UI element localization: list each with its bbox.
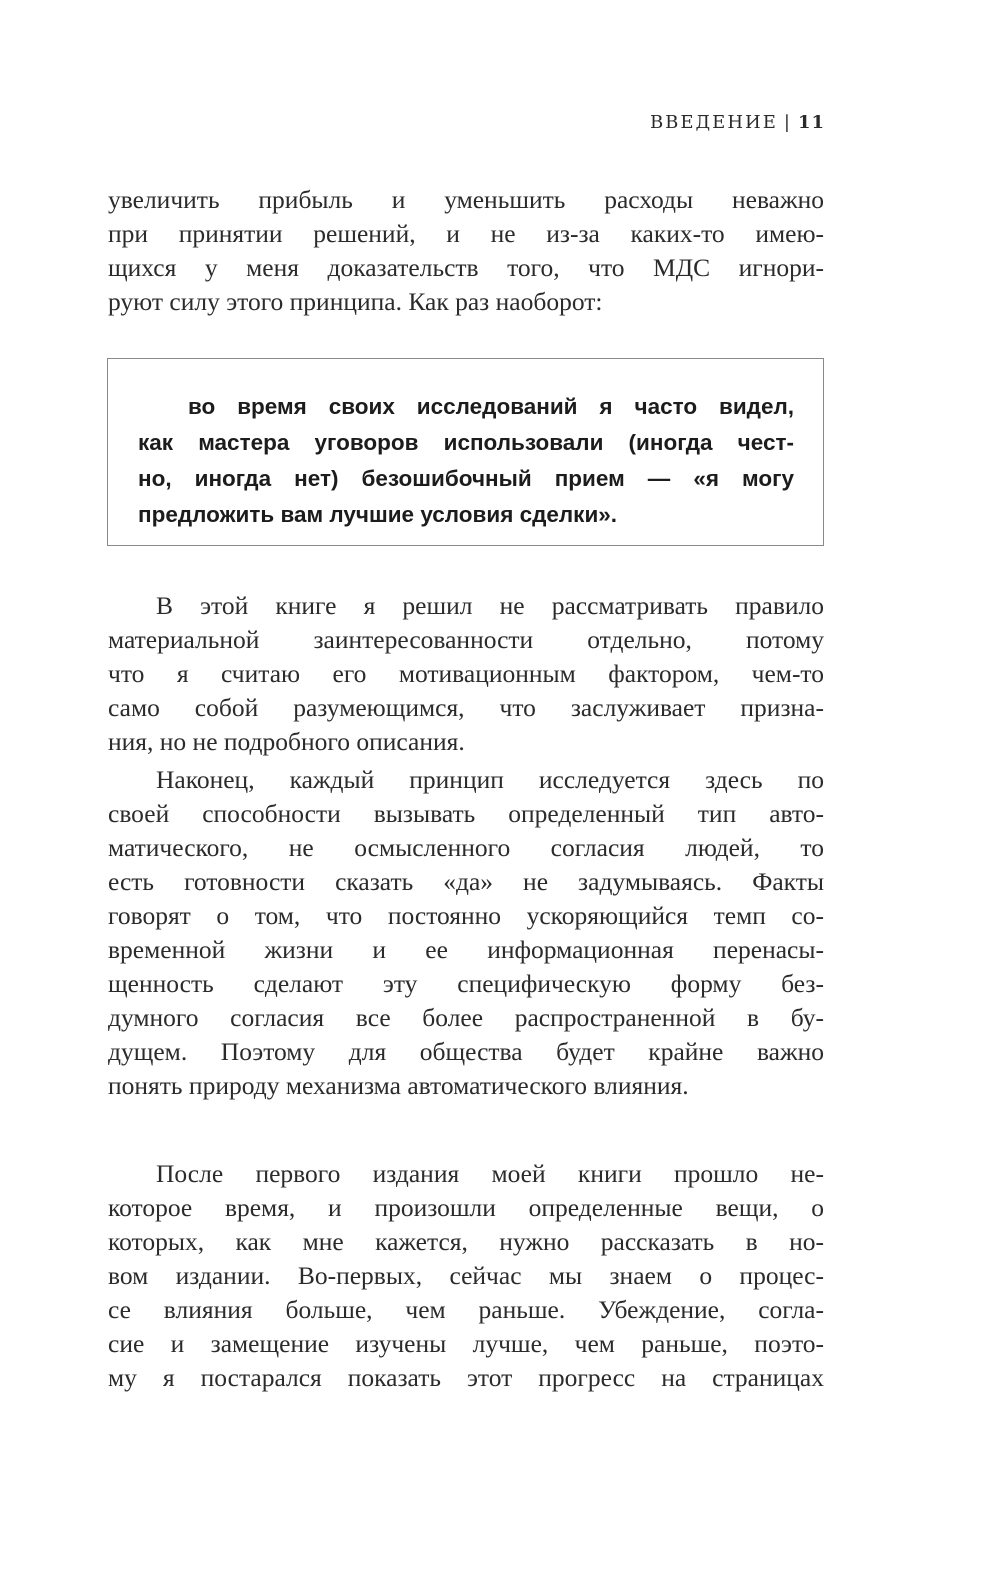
text-line: щенность сделают эту специфическую форму без- (108, 969, 824, 998)
text-line: есть готовности сказать «да» не задумываясь. Факты (108, 867, 824, 896)
quote-line: но, иногда нет) безошибочный прием — «я могу (138, 466, 794, 491)
text-line: После первого издания моей книги прошло не- (156, 1159, 824, 1188)
text-line: щихся у меня доказательств того, что МДС игнори- (108, 253, 824, 282)
section-title: ВВЕДЕНИЕ (649, 112, 778, 133)
header-separator: | (783, 112, 792, 133)
text-line: которых, как мне кажется, нужно рассказать в но- (108, 1227, 824, 1256)
quote-line: как мастера уговоров использовали (иногда чест- (138, 430, 794, 455)
text-line: материальной заинтересованности отдельно, потому (108, 625, 824, 654)
quote-text (138, 389, 794, 533)
text-line: своей способности вызывать определенный тип авто- (108, 799, 824, 828)
quote-line: во время своих исследований я часто видел, (188, 394, 794, 419)
text-line: руют силу этого принципа. Как раз наоборот: (108, 287, 603, 316)
text-line: при принятии решений, и не из-за каких-то имею- (108, 219, 824, 248)
text-line: вом издании. Во-первых, сейчас мы знаем о процес- (108, 1261, 824, 1290)
text-line: ния, но не подробного описания. (108, 727, 465, 756)
paragraph-1 (108, 183, 824, 319)
text-line: само собой разумеющимся, что заслуживает призна- (108, 693, 824, 722)
quote-line: предложить вам лучшие условия сделки». (138, 502, 618, 527)
text-line: что я считаю его мотивационным фактором, чем-то (108, 659, 824, 688)
text-line: думного согласия все более распространенной в бу- (108, 1003, 824, 1032)
text-line: се влияния больше, чем раньше. Убеждение, согла- (108, 1295, 824, 1324)
text-line: дущем. Поэтому для общества будет крайне важно (108, 1037, 824, 1066)
page-number: 11 (797, 112, 825, 133)
text-line: му я постарался показать этот прогресс на страницах (108, 1363, 824, 1392)
text-line: понять природу механизма автоматического влияния. (108, 1071, 689, 1100)
text-line: увеличить прибыль и уменьшить расходы неважно (108, 185, 824, 214)
text-line: матического, не осмысленного согласия людей, то (108, 833, 824, 862)
text-line: В этой книге я решил не рассматривать правило (156, 591, 824, 620)
running-header (650, 112, 825, 133)
paragraph-4 (108, 1157, 824, 1395)
text-line: которое время, и произошли определенные вещи, о (108, 1193, 824, 1222)
text-line: сие и замещение изучены лучше, чем раньше, поэто- (108, 1329, 824, 1358)
text-line: временной жизни и ее информационная перенасы- (108, 935, 824, 964)
paragraph-2 (108, 589, 824, 759)
text-line: Наконец, каждый принцип исследуется здесь по (156, 765, 824, 794)
text-line: говорят о том, что постоянно ускоряющийся темп со- (108, 901, 824, 930)
paragraph-3 (108, 763, 824, 1103)
